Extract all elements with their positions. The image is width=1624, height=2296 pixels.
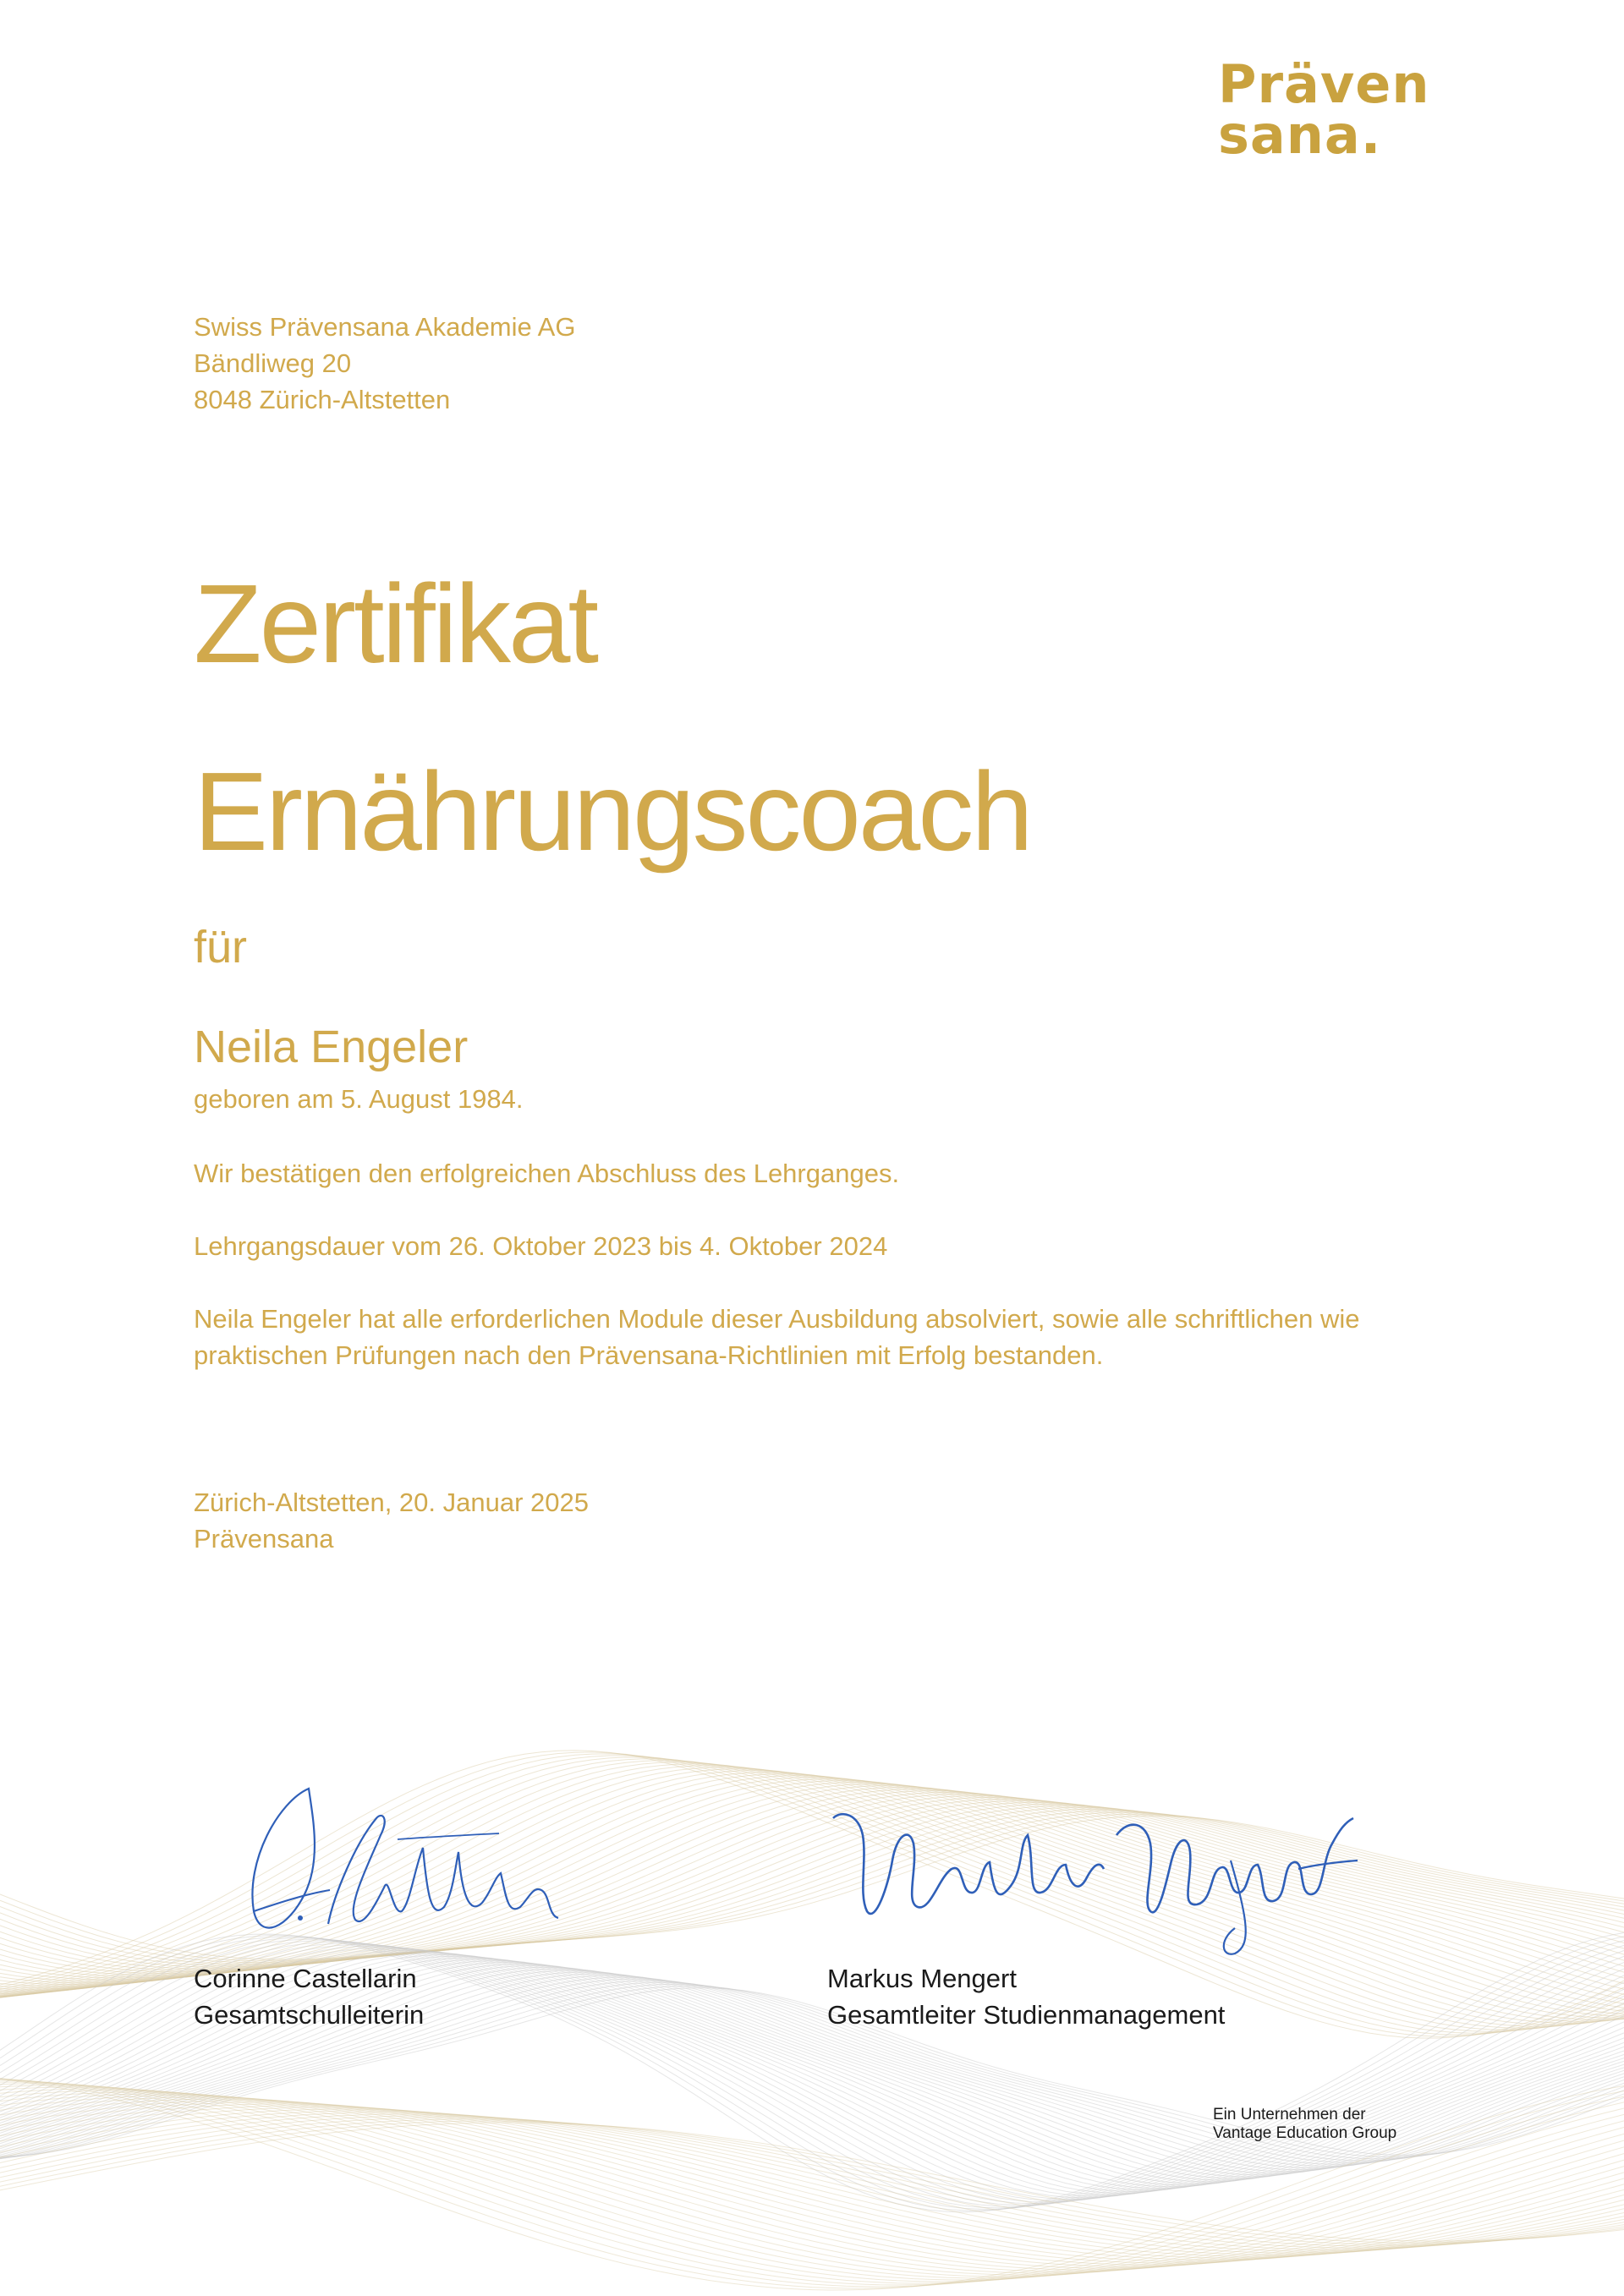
signatory-right-role: Gesamtleiter Studienmanagement: [827, 2000, 1226, 2030]
signatory-left: [194, 1960, 424, 2033]
certificate-subtitle: Ernährungscoach: [194, 749, 1031, 874]
recipient-name: Neila Engeler: [194, 1022, 469, 1072]
signatory-right-name: Markus Mengert: [827, 1964, 1017, 1993]
certificate-title: Zertifikat: [194, 562, 597, 686]
sender-city: 8048 Zürich-Altstetten: [194, 385, 451, 414]
sender-street: Bändliweg 20: [194, 348, 352, 378]
signatory-left-role: Gesamtschulleiterin: [194, 2000, 425, 2030]
logo-line-1: Präven: [1218, 53, 1430, 115]
signatory-left-name: Corinne Castellarin: [194, 1964, 417, 1993]
parent-company-note: [1213, 2106, 1396, 2143]
parent-company-line-1: Ein Unternehmen der: [1213, 2106, 1366, 2123]
praevensana-logo: [1218, 53, 1438, 166]
course-duration: Lehrgangsdauer vom 26. Oktober 2023 bis 4. Oktober 2024: [194, 1231, 888, 1261]
signatory-right: [827, 1960, 1225, 2033]
signature-mengert: [825, 1784, 1366, 1962]
modules-statement: [194, 1301, 1360, 1373]
place-date: [194, 1484, 589, 1557]
modules-line-1: Neila Engeler hat alle erforderlichen Module dieser Ausbildung absolviert, sowie alle schriftlichen wie: [194, 1304, 1360, 1334]
sender-company: Swiss Prävensana Akademie AG: [194, 312, 576, 342]
sender-address: [194, 309, 575, 418]
for-label: für: [194, 922, 248, 973]
parent-company-line-2: Vantage Education Group: [1213, 2124, 1397, 2142]
modules-line-2: praktischen Prüfungen nach den Prävensana-Richtlinien mit Erfolg bestanden.: [194, 1340, 1104, 1370]
birth-line: geboren am 5. August 1984.: [194, 1084, 524, 1114]
confirmation-text: Wir bestätigen den erfolgreichen Abschluss des Lehrganges.: [194, 1159, 900, 1188]
issuer-name: Prävensana: [194, 1524, 334, 1553]
place-date-line: Zürich-Altstetten, 20. Januar 2025: [194, 1488, 589, 1517]
logo-line-2: sana.: [1218, 104, 1382, 166]
signature-castellarin: [228, 1767, 567, 1945]
